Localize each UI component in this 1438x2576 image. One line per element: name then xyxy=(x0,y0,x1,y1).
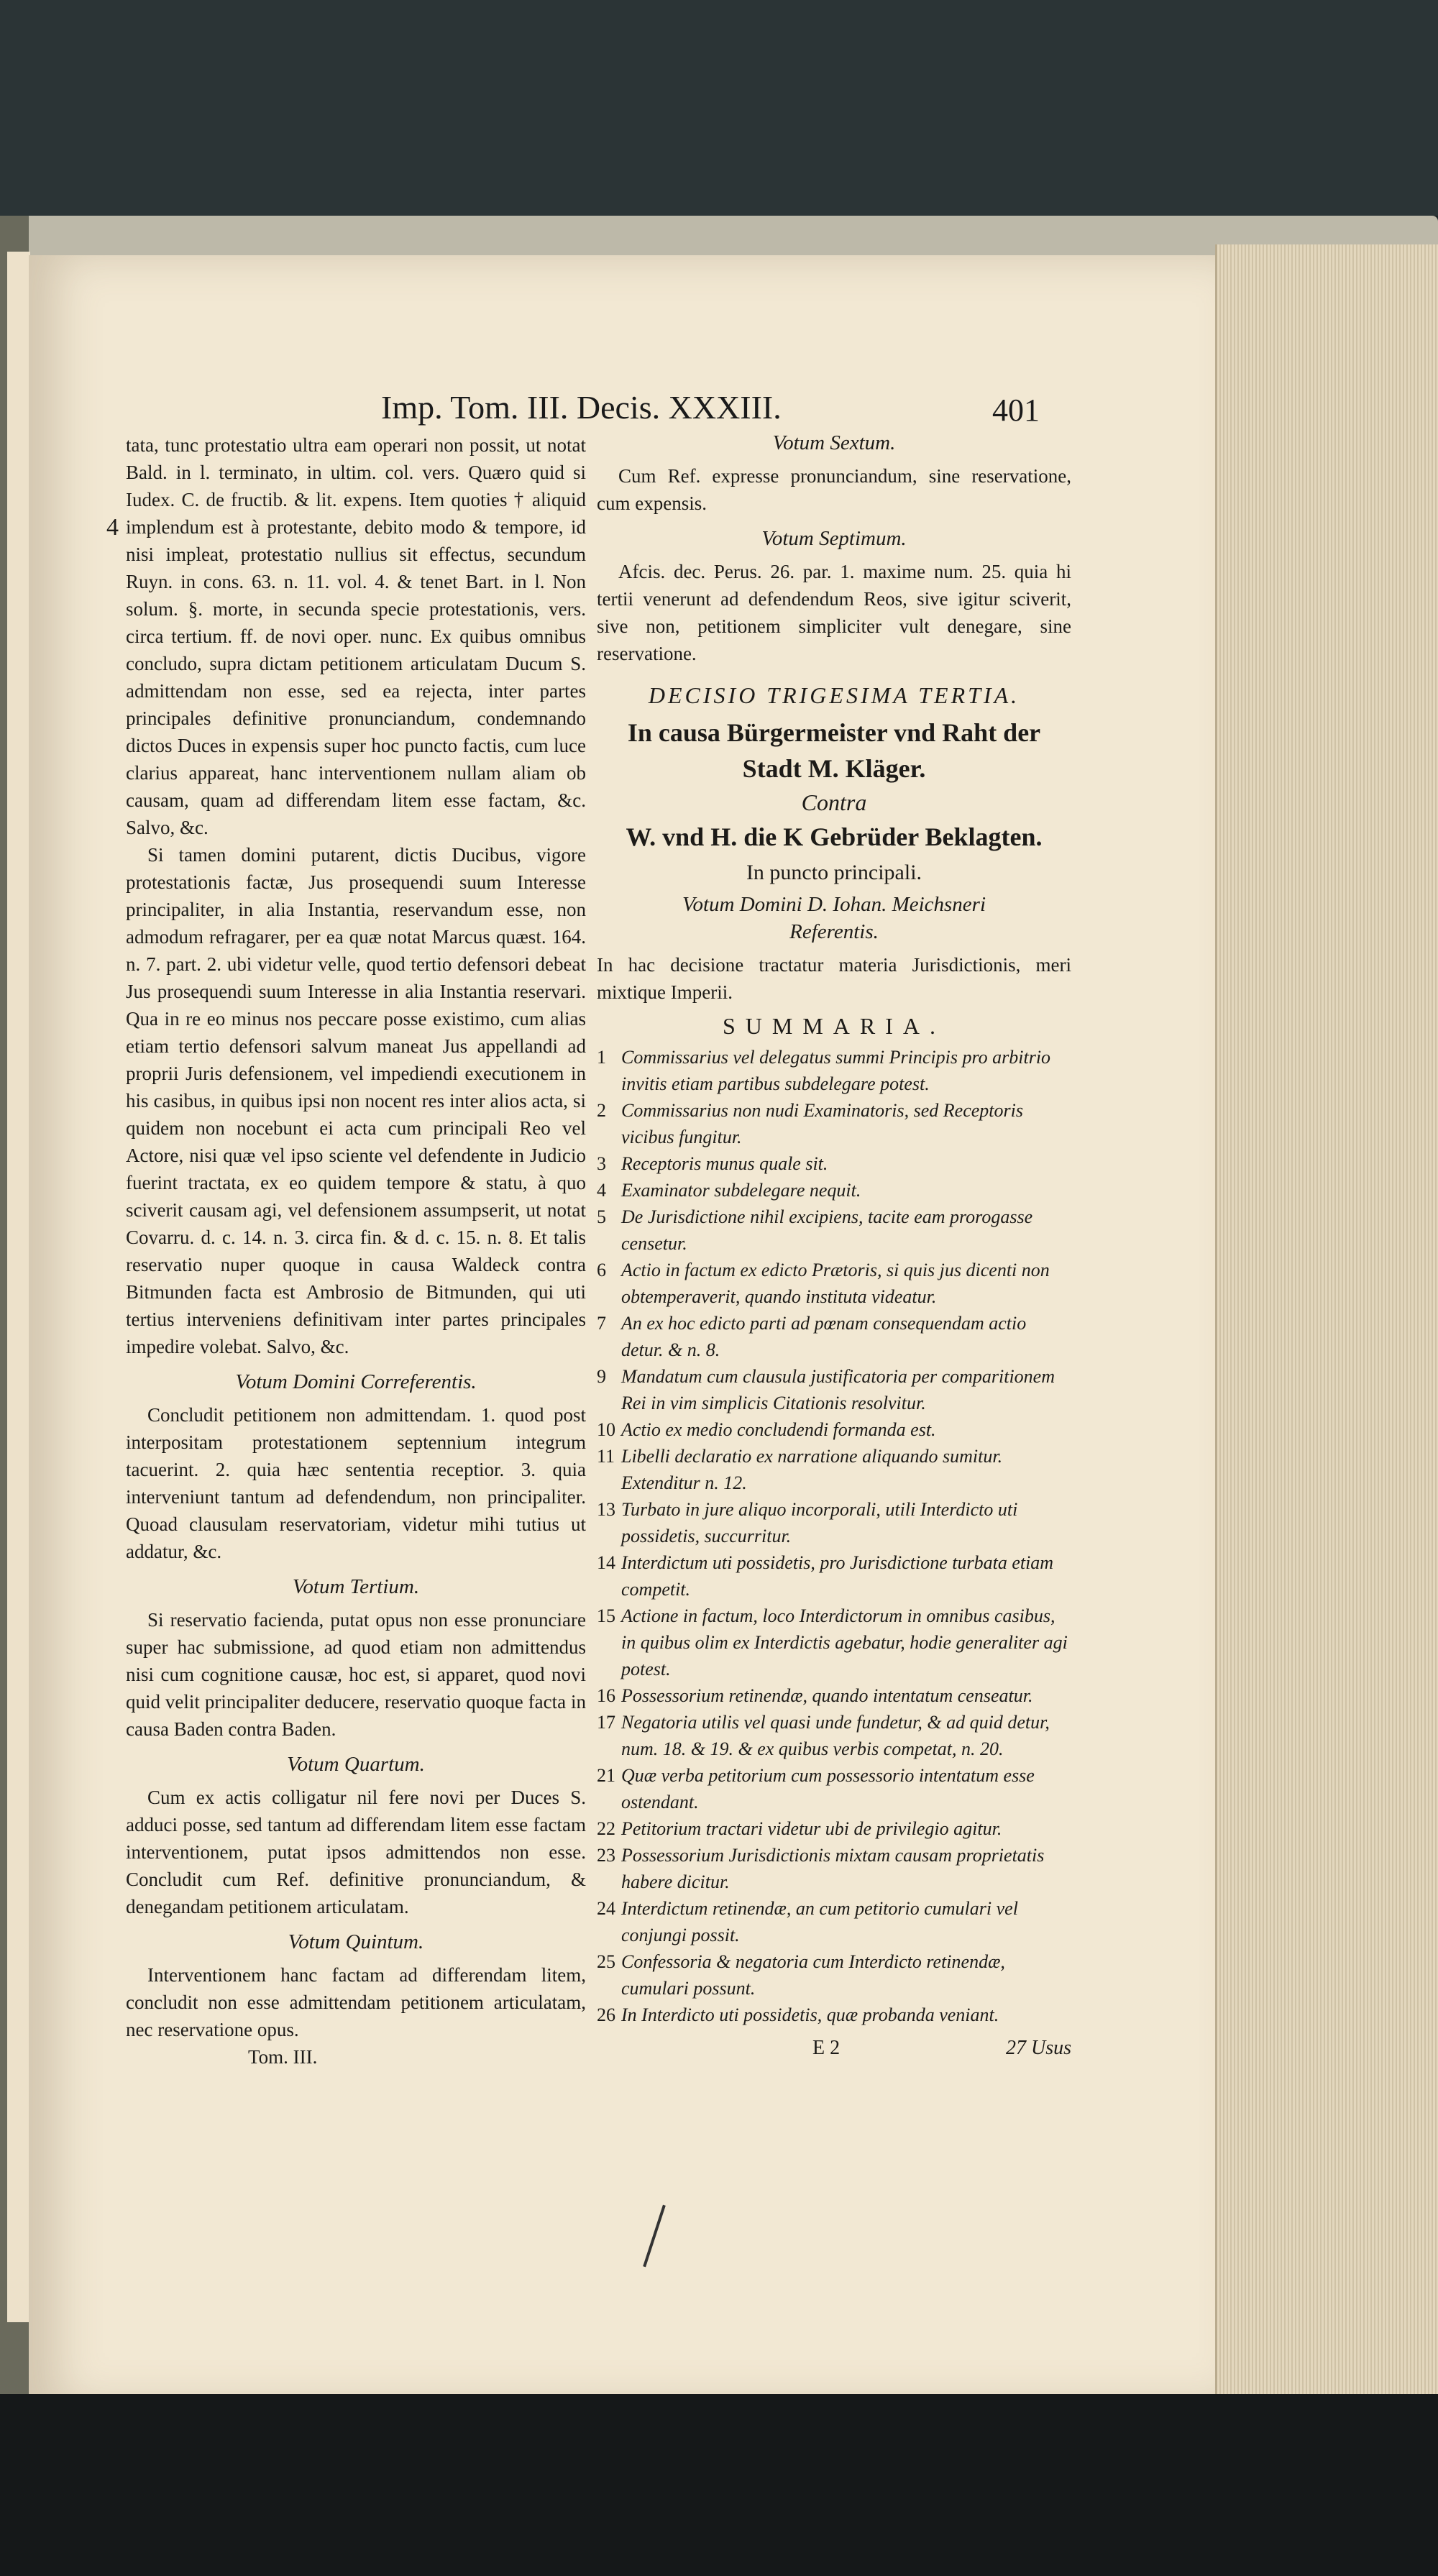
votum-text: Afcis. dec. Perus. 26. par. 1. maxime num. 25. quia hi tertii venerunt ad defendendum Reos, sive igitur sciverit, sive non, petitionem simpliciter vult denegare, sine reservatione. xyxy=(597,561,1071,664)
summaria-item-text: Possessorium retinendæ, quando intentatum censeatur. xyxy=(621,1685,1033,1706)
signature-mark: E 2 xyxy=(812,2037,841,2059)
contra-label: Contra xyxy=(801,789,867,815)
summaria-item xyxy=(597,1709,1071,1762)
summaria-item-number: 14 xyxy=(597,1552,615,1573)
summaria-item xyxy=(597,1895,1071,1948)
summaria-item-text: An ex hoc edicto parti ad pœnam consequendam actio detur. & n. 8. xyxy=(621,1313,1027,1360)
summaria-item-text: Interdictum uti possidetis, pro Jurisdictione turbata etiam competit. xyxy=(621,1552,1054,1600)
summaria-item xyxy=(597,1204,1071,1257)
summaria-item-text: Libelli declaratio ex narratione aliquando sumitur. Extenditur n. 12. xyxy=(621,1446,1003,1493)
summaria-item-text: Confessoria & negatoria cum Interdicto retinendæ, cumulari possunt. xyxy=(621,1951,1005,1999)
summaria-item-text: Actio in factum ex edicto Prætoris, si quis jus dicenti non obtemperaverit, quando instituta videatur. xyxy=(621,1260,1050,1307)
summaria-item xyxy=(597,1549,1071,1603)
summaria-item xyxy=(597,1044,1071,1097)
summaria-item xyxy=(597,1682,1071,1709)
footer-signature: Tom. III. xyxy=(248,2046,318,2068)
summaria-item-text: Possessorium Jurisdictionis mixtam causam proprietatis habere dicitur. xyxy=(621,1845,1045,1892)
summaria-item-text: Examinator subdelegare nequit. xyxy=(621,1180,861,1201)
summaria-item-text: Petitorium tractari videtur ubi de privilegio agitur. xyxy=(621,1818,1002,1839)
summaria-item-text: Quæ verba petitorium cum possessorio intentatum esse ostendant. xyxy=(621,1765,1035,1812)
votum-text: Interventionem hanc factam ad differendam litem, concludit non esse admittendam petitionem articulatam, nec reservatione opus. xyxy=(126,1964,586,2040)
page-number: 401 xyxy=(992,393,1040,428)
votum-text: Concludit petitionem non admittendam. 1. quod post interpositam protestationem septennium integrum tacuerint. 2. quia hæc sententia receptior. 3. quia interveniunt tantum ad defendendum, non principaliter. Quoad clausulam reservatoriam, videtur mihi tutius ut addatur, &c. xyxy=(126,1404,586,1562)
summaria-item-number: 5 xyxy=(597,1206,606,1227)
summaria-item-text: De Jurisdictione nihil excipiens, tacite eam prorogasse censetur. xyxy=(621,1206,1033,1254)
page-fore-edge xyxy=(1215,244,1438,2408)
summaria-item-number: 1 xyxy=(597,1047,606,1068)
summaria-item-number: 9 xyxy=(597,1366,606,1387)
summaria-item xyxy=(597,1842,1071,1895)
causa-defendants: W. vnd H. die K Gebrüder Beklagten. xyxy=(626,822,1043,851)
summaria-item xyxy=(597,1363,1071,1416)
causa-plaintiff-line1: In causa Bürgermeister vnd Raht der xyxy=(627,718,1041,747)
summaria-item-text: Receptoris munus quale sit. xyxy=(621,1153,828,1174)
paragraph: Si tamen domini putarent, dictis Ducibus, vigore protestationis factæ, Jus prosequendi suum Interesse principaliter, in alia Instantia, reservandum esse, non admodum refragarer, per ea quæ notat Marcus quæst. 164. n. 7. part. 2. ubi videtur velle, quod tertio defensori debeat Jus prosequendi suum Interesse in alia Instantia reservari. Qua in re eo minus nos peccare posse existimo, cum alias etiam tertio defensori salvum maneat Jus appellandi ad proprii Juris defensionem, vel impediendi executionem in his casibus, in quibus ipsi non nocent res inter alios acta, si quidem non nocebunt ei acta cum principali Reo vel Actore, nisi quæ vel ipso sciente vel defendente in Judicio fuerint tractata, ex eo quidem tempore & statu, à quo sciverit causam agi, vel defensionem assumpserit, ut notat Covarru. d. c. 14. n. 3. circa fin. & d. c. 15. n. 8. Et talis reservatio nuper quoque in causa Waldeck contra Bitmunden facta est Ambrosio de Bitmunden, qui uti tertius interveniens definitivam inter partes principales impedire volebat. Salvo, &c. xyxy=(126,844,586,1357)
summaria-item-number: 23 xyxy=(597,1845,615,1866)
summaria-item xyxy=(597,2002,1071,2028)
summaria-item-number: 2 xyxy=(597,1100,606,1121)
summaria-item xyxy=(597,1416,1071,1443)
summaria-item xyxy=(597,1310,1071,1363)
votum-heading: Votum Tertium. xyxy=(292,1575,420,1598)
summaria-item-number: 26 xyxy=(597,2004,615,2025)
causa-plaintiff-line2: Stadt M. Kläger. xyxy=(742,754,926,783)
running-title: Imp. Tom. III. Decis. XXXIII. xyxy=(381,389,782,426)
summaria-item-number: 24 xyxy=(597,1898,615,1919)
summaria-item-text: In Interdicto uti possidetis, quæ probanda veniant. xyxy=(621,2004,999,2025)
summaria-item-number: 21 xyxy=(597,1765,615,1786)
background-top xyxy=(0,0,1438,216)
right-column xyxy=(597,431,1071,2060)
in-puncto: In puncto principali. xyxy=(746,861,922,884)
votum-heading: Votum Quartum. xyxy=(287,1753,425,1776)
votum-referent-line1: Votum Domini D. Iohan. Meichsneri xyxy=(682,893,986,916)
summaria-item-text: Actio ex medio concludendi formanda est. xyxy=(621,1419,936,1440)
summaria-item xyxy=(597,1603,1071,1682)
summaria-item-number: 6 xyxy=(597,1260,606,1280)
background-bottom xyxy=(0,2394,1438,2576)
votum-heading: Votum Domini Correferentis. xyxy=(235,1370,477,1393)
summaria-item-text: Commissarius vel delegatus summi Principis pro arbitrio invitis etiam partibus subdelegare potest. xyxy=(621,1047,1051,1094)
margin-note-number: 4 xyxy=(106,514,119,541)
votum-heading: Votum Quintum. xyxy=(288,1930,424,1953)
votum-heading: Votum Septimum. xyxy=(761,527,907,550)
votum-text: Cum ex actis colligatur nil fere novi per Duces S. adduci posse, sed tantum ad differendam litem esse factam interventionem, putat ipsos admittendos non esse. Concludit cum Ref. definitive pronunciandum, & denegandam petitionem articulatam. xyxy=(126,1787,586,1917)
summaria-item-number: 15 xyxy=(597,1605,615,1626)
votum-heading: Votum Sextum. xyxy=(772,431,896,454)
summaria-item-text: Actione in factum, loco Interdictorum in omnibus casibus, in quibus olim ex Interdictis agebatur, hodie generaliter agi potest. xyxy=(621,1605,1068,1679)
tractatur-note: In hac decisione tractatur materia Jurisdictionis, meri mixtique Imperii. xyxy=(597,954,1071,1003)
summaria-item-text: Interdictum retinendæ, an cum petitorio cumulari vel conjungi possit. xyxy=(621,1898,1018,1945)
summaria-item-text: Turbato in jure aliquo incorporali, utili Interdicto uti possidetis, succurritur. xyxy=(621,1499,1018,1546)
summaria-item-number: 25 xyxy=(597,1951,615,1972)
left-column xyxy=(126,431,586,2071)
summaria-item xyxy=(597,1815,1071,1842)
summaria-item xyxy=(597,1177,1071,1204)
summaria-item-text: Negatoria utilis vel quasi unde fundetur, & ad quid detur, num. 18. & 19. & ex quibus verbis competat, n. 20. xyxy=(621,1712,1050,1759)
summaria-title: SUMMARIA. xyxy=(722,1013,946,1039)
summaria-item xyxy=(597,1150,1071,1177)
paragraph: tata, tunc protestatio ultra eam operari non possit, ut notat Bald. in l. terminato, in ultim. col. vers. Quæro quid si Iudex. C. de fructib. & lit. expens. Item quoties † aliquid implendum est à protestante, debito modo & tempore, id nisi impleat, protestatio nullius sit effectus, secundum Ruyn. in cons. 63. n. 11. vol. 4. & tenet Bart. in l. Non solum. §. morte, in secunda specie protestationis, vers. circa tertium. ff. de novi oper. nunc. Ex quibus omnibus concludo, supra dictam petitionem articulatam Ducum S. admittendam non esse, sed ea rejecta, inter partes principales definitive pronunciandum, condemnando dictos Duces in expensis super hoc puncto factis, cum luce clarius appareat, hanc interventionem nullam aliam ob causam, quam ad differendam litem esse factam, &c. Salvo, &c. xyxy=(126,434,586,838)
summaria-item-number: 7 xyxy=(597,1313,606,1334)
votum-referent-line2: Referentis. xyxy=(789,920,879,943)
summaria-item xyxy=(597,1443,1071,1496)
summaria-item-number: 4 xyxy=(597,1180,606,1201)
summaria-item-number: 13 xyxy=(597,1499,615,1520)
summaria-item-text: Commissarius non nudi Examinatoris, sed Receptoris vicibus fungitur. xyxy=(621,1100,1023,1147)
summaria-item xyxy=(597,1948,1071,2002)
summaria-item-text: Mandatum cum clausula justificatoria per comparitionem Rei in vim simplicis Citationis resolvitur. xyxy=(621,1366,1055,1413)
votum-text: Si reservatio facienda, putat opus non esse pronunciare super hac submissione, ad quod etiam non admittendus nisi cum cognitione causæ, hoc est, si apparet, quod novi quid velit principaliter deducere, reservatio quoque facta in causa Baden contra Baden. xyxy=(126,1609,586,1740)
summaria-item-number: 3 xyxy=(597,1153,606,1174)
summaria-item-number: 17 xyxy=(597,1712,615,1733)
summaria-list xyxy=(597,1044,1071,2028)
summaria-item-number: 11 xyxy=(597,1446,615,1467)
decisio-title: DECISIO TRIGESIMA TERTIA. xyxy=(648,682,1020,708)
summaria-item xyxy=(597,1257,1071,1310)
summaria-item-number: 22 xyxy=(597,1818,615,1839)
summaria-item-number: 16 xyxy=(597,1685,615,1706)
page-footer xyxy=(597,2037,1071,2060)
summaria-item xyxy=(597,1097,1071,1150)
summaria-item-number: 10 xyxy=(597,1419,615,1440)
catchword: 27 Usus xyxy=(1005,2037,1071,2059)
votum-text: Cum Ref. expresse pronunciandum, sine reservatione, cum expensis. xyxy=(597,465,1071,514)
summaria-item xyxy=(597,1762,1071,1815)
previous-page-edge xyxy=(7,252,30,2322)
summaria-item xyxy=(597,1496,1071,1549)
